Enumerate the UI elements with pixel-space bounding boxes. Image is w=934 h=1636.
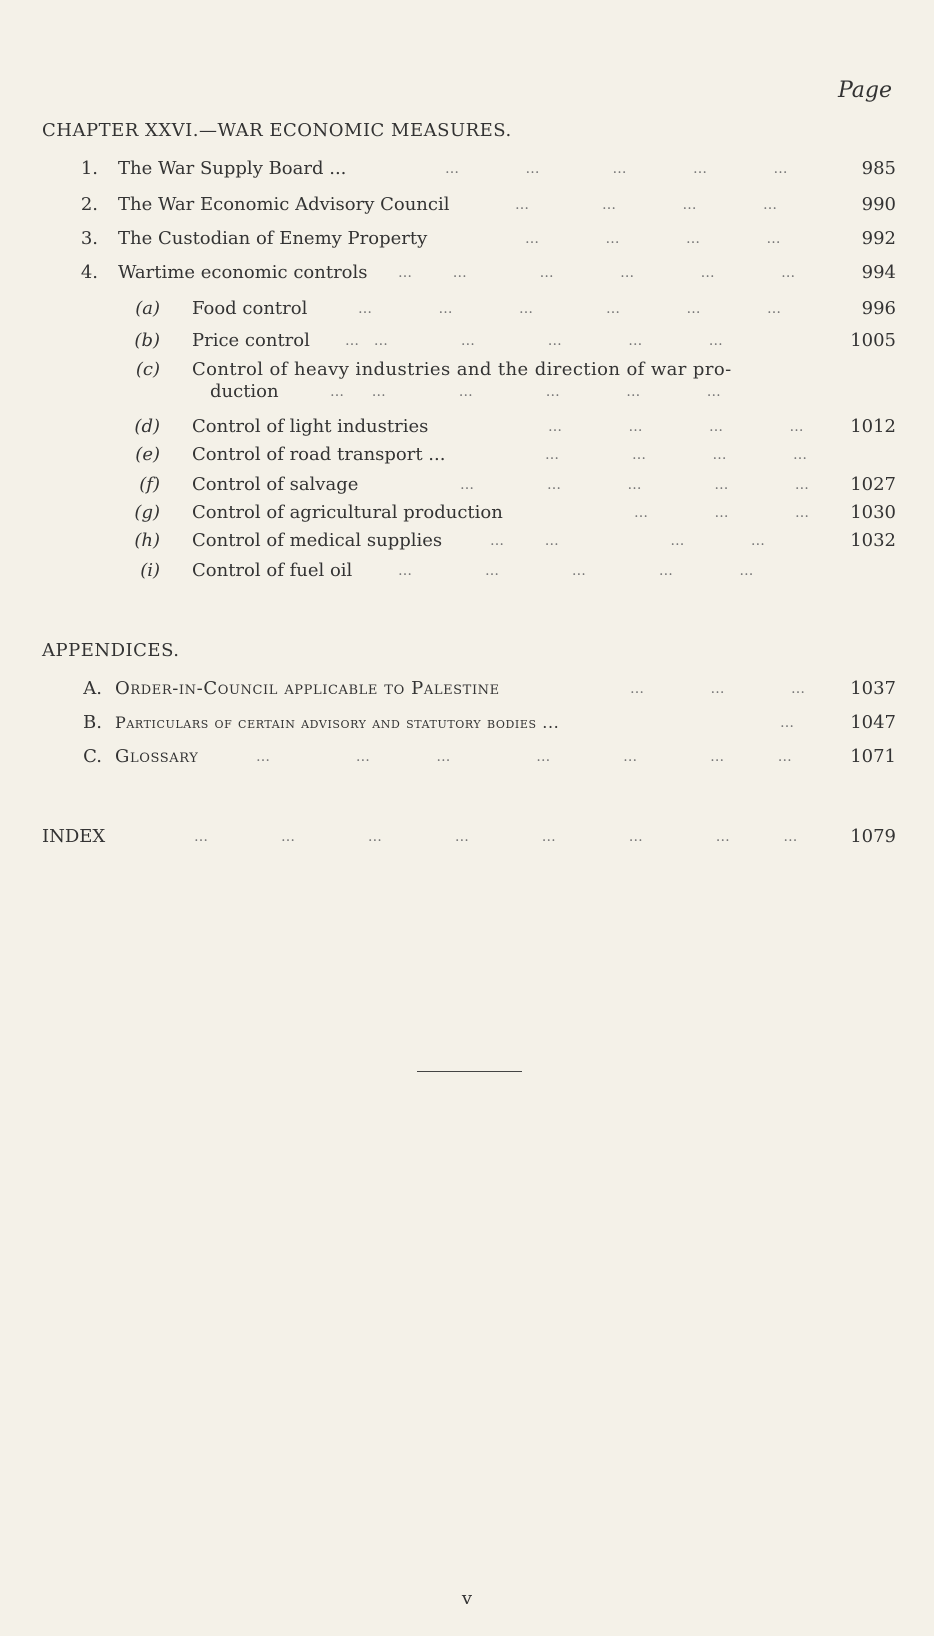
subentry-letter: (g) (134, 502, 160, 523)
toc-subentry (0, 560, 934, 590)
index-title: INDEX (42, 826, 106, 847)
divider-rule (417, 1071, 522, 1072)
subentry-letter: (a) (135, 298, 160, 319)
index-page: 1079 (850, 826, 896, 847)
subentry-letter: (d) (134, 416, 160, 437)
leader-dots: … … … … … … (398, 265, 798, 281)
subentry-page: 1012 (850, 416, 896, 437)
leader-dots: … … … (630, 681, 808, 697)
appendix-page: 1047 (850, 712, 896, 733)
subentry-title: Price control (192, 330, 310, 351)
appendices-heading: APPENDICES. (42, 640, 180, 661)
toc-subentry (0, 359, 934, 415)
leader-dots: … … … … … … (330, 384, 723, 400)
subentry-title: Control of light industries (192, 416, 429, 437)
entry-title: The War Supply Board ... (118, 158, 347, 179)
subentry-title-continued: duction (210, 381, 279, 402)
subentry-letter: (f) (139, 474, 160, 495)
subentry-letter: (h) (134, 530, 160, 551)
entry-number: 4. (80, 262, 98, 283)
subentry-title: Control of agricultural production (192, 502, 503, 523)
subentry-page: 996 (861, 298, 896, 319)
subentry-title: Control of salvage (192, 474, 359, 495)
entry-number: 1. (80, 158, 98, 179)
entry-number: 3. (80, 228, 98, 249)
toc-subentry (0, 474, 934, 504)
toc-subentry (0, 502, 934, 532)
entry-page: 992 (861, 228, 896, 249)
entry-page: 985 (861, 158, 896, 179)
subentry-title: Control of heavy industries and the direction of war pro- (192, 359, 732, 380)
toc-subentry (0, 530, 934, 560)
index-entry (0, 826, 934, 856)
leader-dots: … … … … (490, 533, 767, 549)
entry-number: 2. (80, 194, 98, 215)
entry-page: 990 (861, 194, 896, 215)
leader-dots: … … … … … … (345, 333, 725, 349)
toc-subentry (0, 444, 934, 474)
leader-dots: … … … … (525, 231, 783, 247)
appendix-entry (0, 678, 934, 708)
toc-subentry (0, 416, 934, 446)
toc-entry (0, 158, 934, 188)
toc-entry (0, 194, 934, 224)
appendix-letter: C. (83, 746, 102, 767)
chapter-heading: CHAPTER XXVI.—WAR ECONOMIC MEASURES. (42, 120, 512, 141)
appendix-title: Particulars of certain advisory and statutory bodies ... (115, 713, 560, 732)
leader-dots: … … … … … … (358, 301, 783, 317)
entry-title: The Custodian of Enemy Property (118, 228, 428, 249)
toc-entry (0, 262, 934, 292)
subentry-title: Food control (192, 298, 308, 319)
leader-dots: … … … … (545, 447, 809, 463)
subentry-letter: (b) (134, 330, 160, 351)
leader-dots: … … … … … … … … (194, 829, 800, 845)
appendix-entry (0, 746, 934, 776)
leader-dots: … … … … (515, 197, 779, 213)
subentry-page: 1032 (850, 530, 896, 551)
toc-entry (0, 228, 934, 258)
entry-page: 994 (861, 262, 896, 283)
toc-subentry (0, 298, 934, 328)
appendix-title: Order-in-Council applicable to Palestine (115, 678, 500, 699)
subentry-title: Control of fuel oil (192, 560, 353, 581)
appendix-letter: A. (83, 678, 102, 699)
appendix-letter: B. (83, 712, 102, 733)
appendix-title: Glossary (115, 746, 199, 767)
subentry-page: 1030 (850, 502, 896, 523)
leader-dots: … … … … … (398, 563, 756, 579)
page-column-label: Page (837, 78, 892, 103)
leader-dots: … (780, 715, 796, 731)
entry-title: The War Economic Advisory Council (118, 194, 450, 215)
subentry-title: Control of road transport ... (192, 444, 446, 465)
subentry-page: 1027 (850, 474, 896, 495)
folio-page-number: v (461, 1588, 473, 1609)
leader-dots: … … … … … (445, 161, 790, 177)
leader-dots: … … … … … (460, 477, 811, 493)
leader-dots: … … … (634, 505, 812, 521)
appendix-entry (0, 712, 934, 742)
subentry-title: Control of medical supplies (192, 530, 443, 551)
toc-subentry (0, 330, 934, 360)
entry-title: Wartime economic controls (118, 262, 368, 283)
subentry-letter: (e) (135, 444, 160, 465)
leader-dots: … … … … (548, 419, 806, 435)
subentry-page: 1005 (850, 330, 896, 351)
subentry-letter: (c) (135, 359, 160, 380)
subentry-letter: (i) (140, 560, 160, 581)
appendix-page: 1037 (850, 678, 896, 699)
leader-dots: … … … … … … … (256, 749, 794, 765)
appendix-page: 1071 (850, 746, 896, 767)
